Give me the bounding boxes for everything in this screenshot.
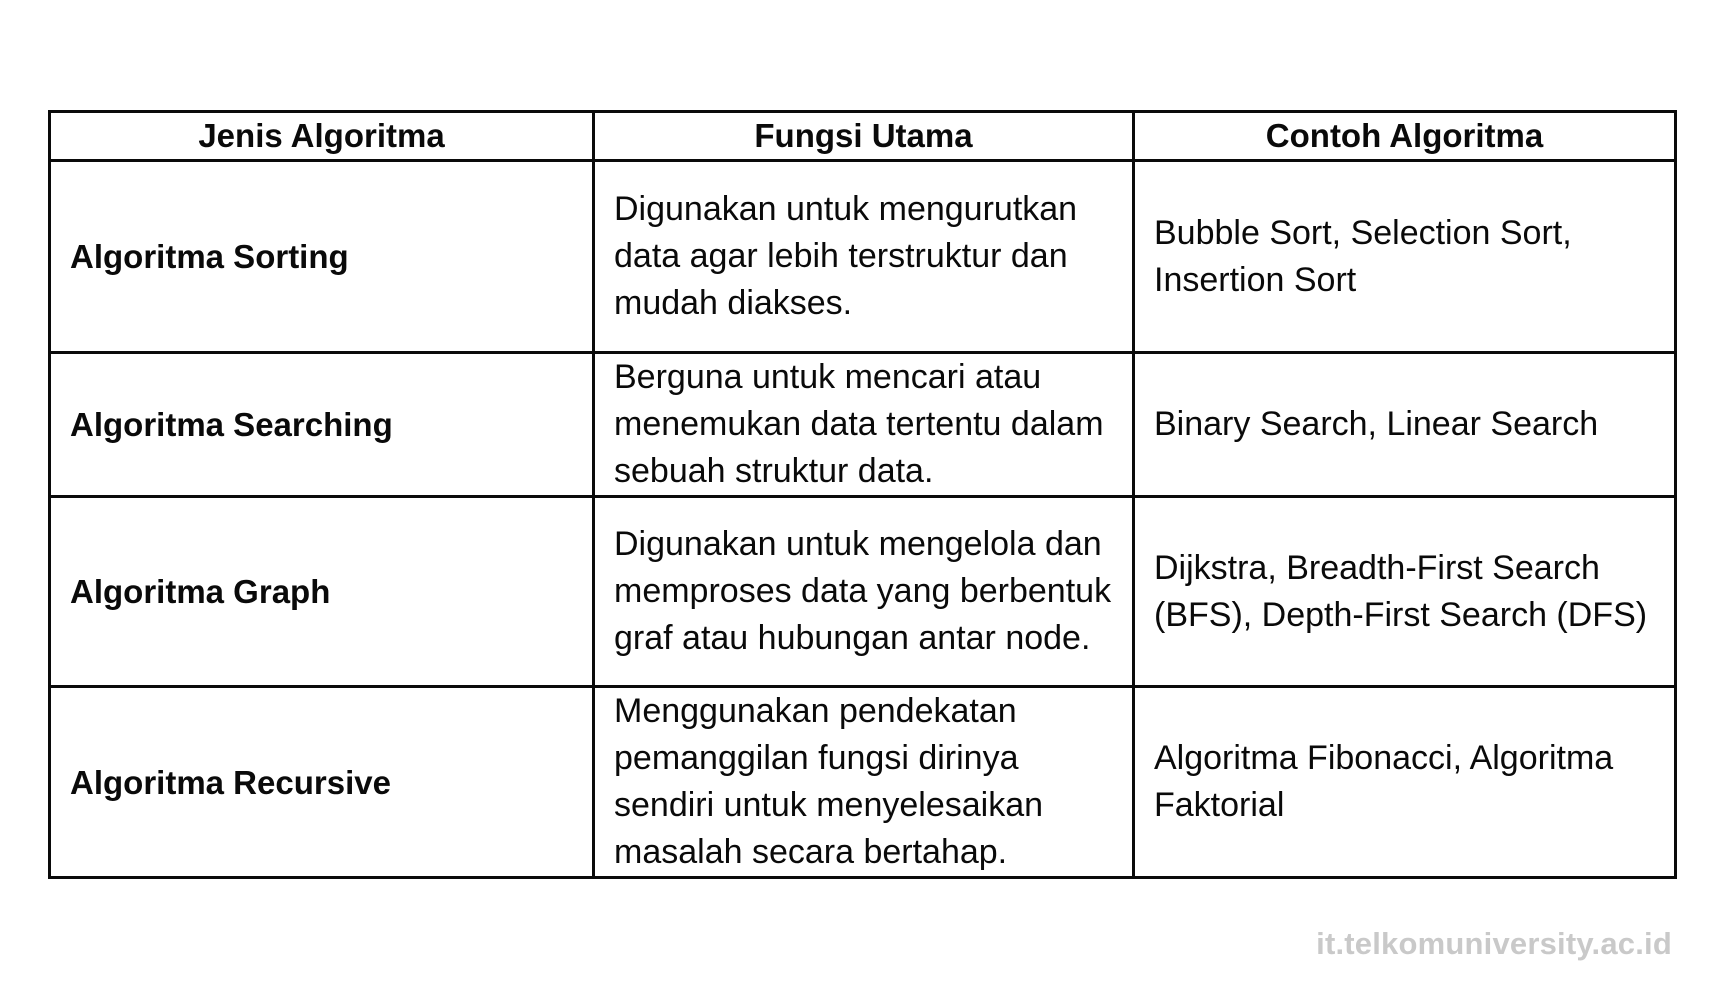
algorithm-type-cell: Algoritma Sorting [50, 161, 594, 353]
algorithm-examples-cell: Dijkstra, Breadth-First Search (BFS), Depth-First Search (DFS) [1134, 497, 1676, 687]
table-row [50, 161, 1676, 353]
algorithm-type-cell: Algoritma Graph [50, 497, 594, 687]
algorithm-table-container [48, 110, 1674, 879]
header-jenis-algoritma: Jenis Algoritma [50, 112, 594, 161]
algorithm-type-cell: Algoritma Recursive [50, 687, 594, 878]
table-row [50, 497, 1676, 687]
algorithm-types-table [48, 110, 1677, 879]
algorithm-examples-cell: Binary Search, Linear Search [1134, 353, 1676, 497]
algorithm-examples-cell: Algoritma Fibonacci, Algoritma Faktorial [1134, 687, 1676, 878]
table-row [50, 353, 1676, 497]
algorithm-function-cell: Menggunakan pendekatan pemanggilan fungsi dirinya sendiri untuk menyelesaikan masalah secara bertahap. [594, 687, 1134, 878]
algorithm-function-cell: Berguna untuk mencari atau menemukan data tertentu dalam sebuah struktur data. [594, 353, 1134, 497]
table-header-row [50, 112, 1676, 161]
algorithm-function-cell: Digunakan untuk mengelola dan memproses data yang berbentuk graf atau hubungan antar node. [594, 497, 1134, 687]
table-row [50, 687, 1676, 878]
header-contoh-algoritma: Contoh Algoritma [1134, 112, 1676, 161]
header-fungsi-utama: Fungsi Utama [594, 112, 1134, 161]
algorithm-function-cell: Digunakan untuk mengurutkan data agar lebih terstruktur dan mudah diakses. [594, 161, 1134, 353]
source-watermark: it.telkomuniversity.ac.id [1316, 926, 1672, 961]
algorithm-examples-cell: Bubble Sort, Selection Sort, Insertion Sort [1134, 161, 1676, 353]
algorithm-type-cell: Algoritma Searching [50, 353, 594, 497]
